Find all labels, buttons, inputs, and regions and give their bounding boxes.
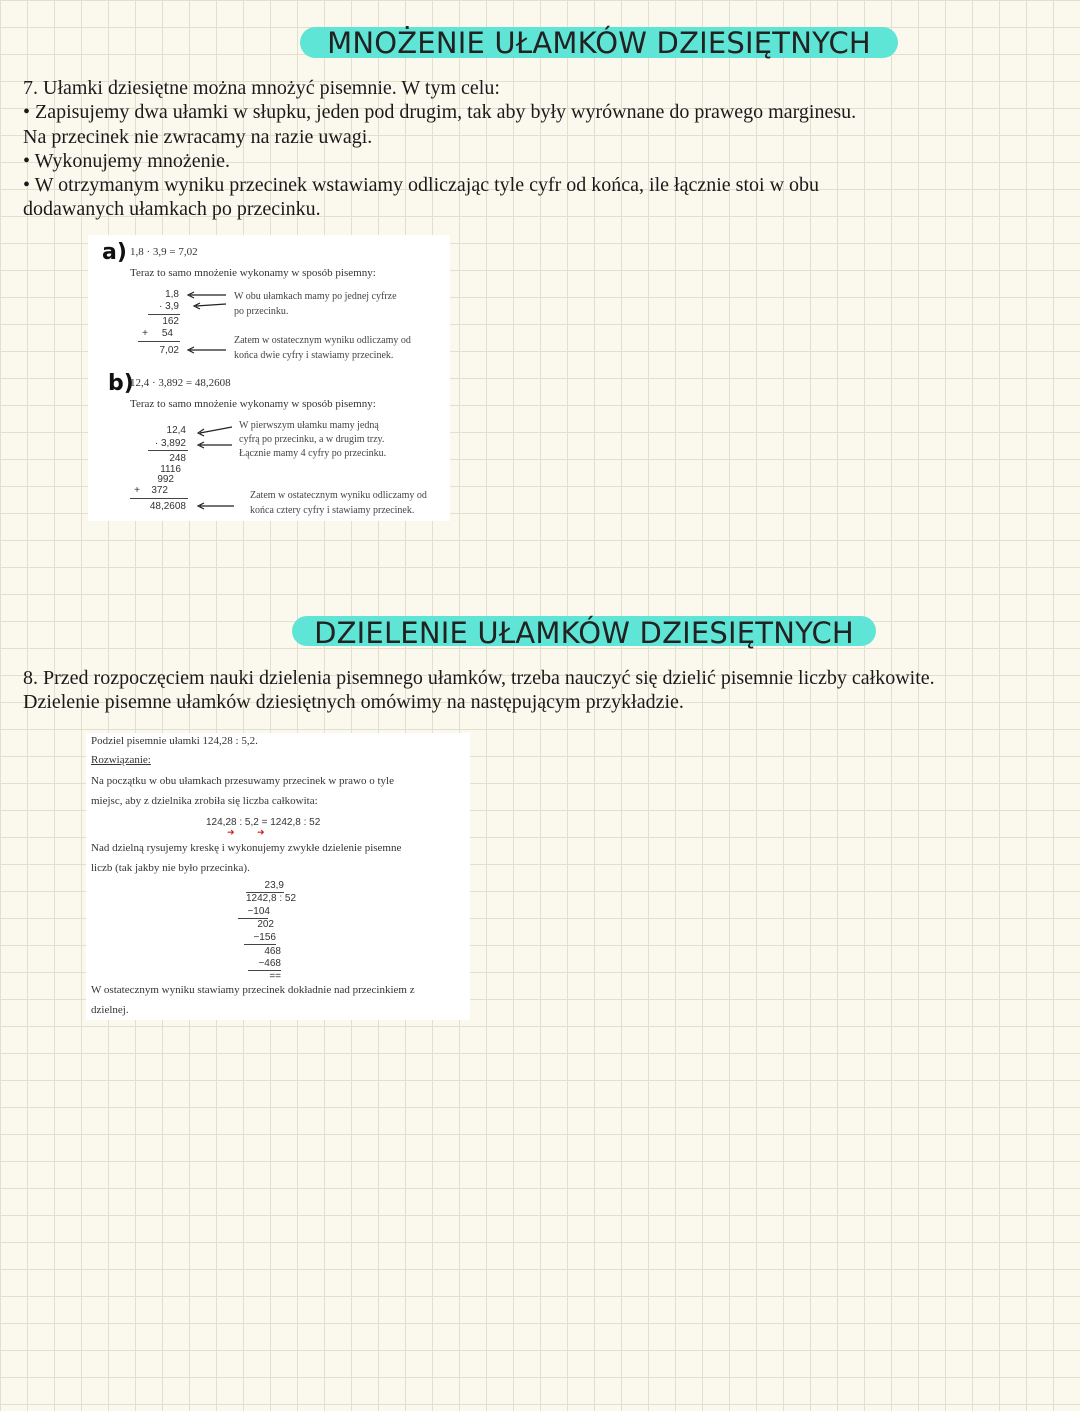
division-step: −156 bbox=[253, 932, 276, 943]
division-task: Podziel pisemnie ułamki 124,28 : 5,2. bbox=[91, 735, 258, 747]
division-text: liczb (tak jakby nie było przecinka). bbox=[91, 862, 250, 874]
mult-a-partial2: 54 bbox=[161, 328, 173, 339]
division-step: −468 bbox=[258, 958, 281, 969]
mult-b-note1: Łącznie mamy 4 cyfry po przecinku. bbox=[239, 448, 387, 459]
division-step: 202 bbox=[257, 919, 274, 930]
mult-a-note2: końca dwie cyfry i stawiamy przecinek. bbox=[234, 350, 394, 361]
division-rule bbox=[244, 944, 276, 945]
mult-a-rule bbox=[148, 314, 180, 315]
mult-b-result: 48,2608 bbox=[149, 501, 186, 512]
mult-b-note1: cyfrą po przecinku, a w drugim trzy. bbox=[239, 434, 385, 445]
division-text: miejsc, aby z dzielnika zrobiła się liczba całkowita: bbox=[91, 795, 318, 807]
division-step: 468 bbox=[264, 946, 281, 957]
division-dividend: 1242,8 : 52 bbox=[246, 893, 297, 904]
division-solution-label: Rozwiązanie: bbox=[91, 754, 151, 766]
mult-b-note2: końca cztery cyfry i stawiamy przecinek. bbox=[250, 505, 415, 516]
mult-b-factor1: 12,4 bbox=[166, 425, 186, 436]
mult-a-note2: Zatem w ostatecznym wyniku odliczamy od bbox=[234, 335, 411, 346]
example-a-mark: a) bbox=[102, 240, 127, 265]
division-example-card bbox=[86, 733, 470, 1020]
mult-a-partial1: 162 bbox=[162, 316, 179, 327]
division-text: Na początku w obu ułamkach przesuwamy przecinek w prawo o tyle bbox=[91, 775, 394, 787]
example-b-mark: b) bbox=[108, 371, 134, 396]
arrow-icon: ➜ bbox=[257, 827, 265, 837]
arrow-icon: ➜ bbox=[227, 827, 235, 837]
division-text: dzielnej. bbox=[91, 1004, 129, 1016]
mult-a-plus: + bbox=[142, 328, 148, 339]
mult-b-rule bbox=[148, 450, 188, 451]
paragraph-line: 7. Ułamki dziesiętne można mnożyć pisemnie. W tym celu: bbox=[23, 77, 500, 99]
mult-b-factor2: · 3,892 bbox=[154, 438, 186, 449]
multiplication-paragraph bbox=[23, 76, 1043, 222]
mult-b-note2: Zatem w ostatecznym wyniku odliczamy od bbox=[250, 490, 427, 501]
division-equation: 124,28 : 5,2 = 1242,8 : 52 bbox=[206, 817, 321, 828]
mult-b-rule bbox=[130, 498, 188, 499]
division-step: −104 bbox=[247, 906, 270, 917]
paragraph-line: • Zapisujemy dwa ułamki w słupku, jeden pod drugim, tak aby były wyrównane do prawego marginesu. bbox=[23, 101, 857, 124]
mult-a-result: 7,02 bbox=[159, 345, 179, 356]
paragraph-line: 8. Przed rozpoczęciem nauki dzielenia pisemnego ułamków, trzeba nauczyć się dzielić pisemnie liczby całkowite. bbox=[23, 667, 935, 689]
division-quotient: 23,9 bbox=[264, 880, 284, 891]
mult-b-partial4: 372 bbox=[151, 485, 168, 496]
paragraph-line: • W otrzymanym wyniku przecinek wstawiamy odliczając tyle cyfr od końca, ile łącznie stoi w obu bbox=[23, 174, 820, 197]
paragraph-line: Dzielenie pisemne ułamków dziesiętnych omówimy na następującym przykładzie. bbox=[23, 691, 684, 714]
division-text: Nad dzielną rysujemy kreskę i wykonujemy zwykłe dzielenie pisemne bbox=[91, 842, 402, 854]
section-title-multiplication: MNOŻENIE UŁAMKÓW DZIESIĘTNYCH bbox=[300, 27, 898, 58]
mult-a-factor1: 1,8 bbox=[165, 289, 179, 300]
paragraph-line: dodawanych ułamkach po przecinku. bbox=[23, 198, 321, 221]
paragraph-line: Na przecinek nie zwracamy na razie uwagi. bbox=[23, 125, 373, 148]
mult-a-rule bbox=[138, 341, 180, 342]
example-b-equation: 12,4 · 3,892 = 48,2608 bbox=[130, 377, 231, 389]
example-a-equation: 1,8 · 3,9 = 7,02 bbox=[130, 246, 198, 258]
division-text: W ostatecznym wyniku stawiamy przecinek dokładnie nad przecinkiem z bbox=[91, 984, 415, 996]
mult-a-note1: W obu ułamkach mamy po jednej cyfrze bbox=[234, 291, 397, 302]
example-b-intro: Teraz to samo mnożenie wykonamy w sposób pisemny: bbox=[130, 398, 376, 410]
section-title-division: DZIELENIE UŁAMKÓW DZIESIĘTNYCH bbox=[292, 616, 876, 646]
mult-a-note1: po przecinku. bbox=[234, 306, 289, 317]
mult-b-partial1: 248 bbox=[169, 453, 186, 464]
mult-b-partial3: 992 bbox=[157, 474, 174, 485]
mult-b-note1: W pierwszym ułamku mamy jedną bbox=[239, 420, 379, 431]
paragraph-line: • Wykonujemy mnożenie. bbox=[23, 149, 231, 172]
example-a-intro: Teraz to samo mnożenie wykonamy w sposób pisemny: bbox=[130, 267, 376, 279]
division-paragraph bbox=[23, 666, 1063, 715]
mult-a-factor2: · 3,9 bbox=[158, 301, 179, 312]
division-remainder: == bbox=[269, 971, 281, 982]
mult-b-plus: + bbox=[134, 485, 140, 496]
multiplication-example-card bbox=[88, 235, 450, 521]
arrow-icon bbox=[184, 290, 228, 360]
mult-b-partial2: 1116 bbox=[160, 464, 181, 475]
